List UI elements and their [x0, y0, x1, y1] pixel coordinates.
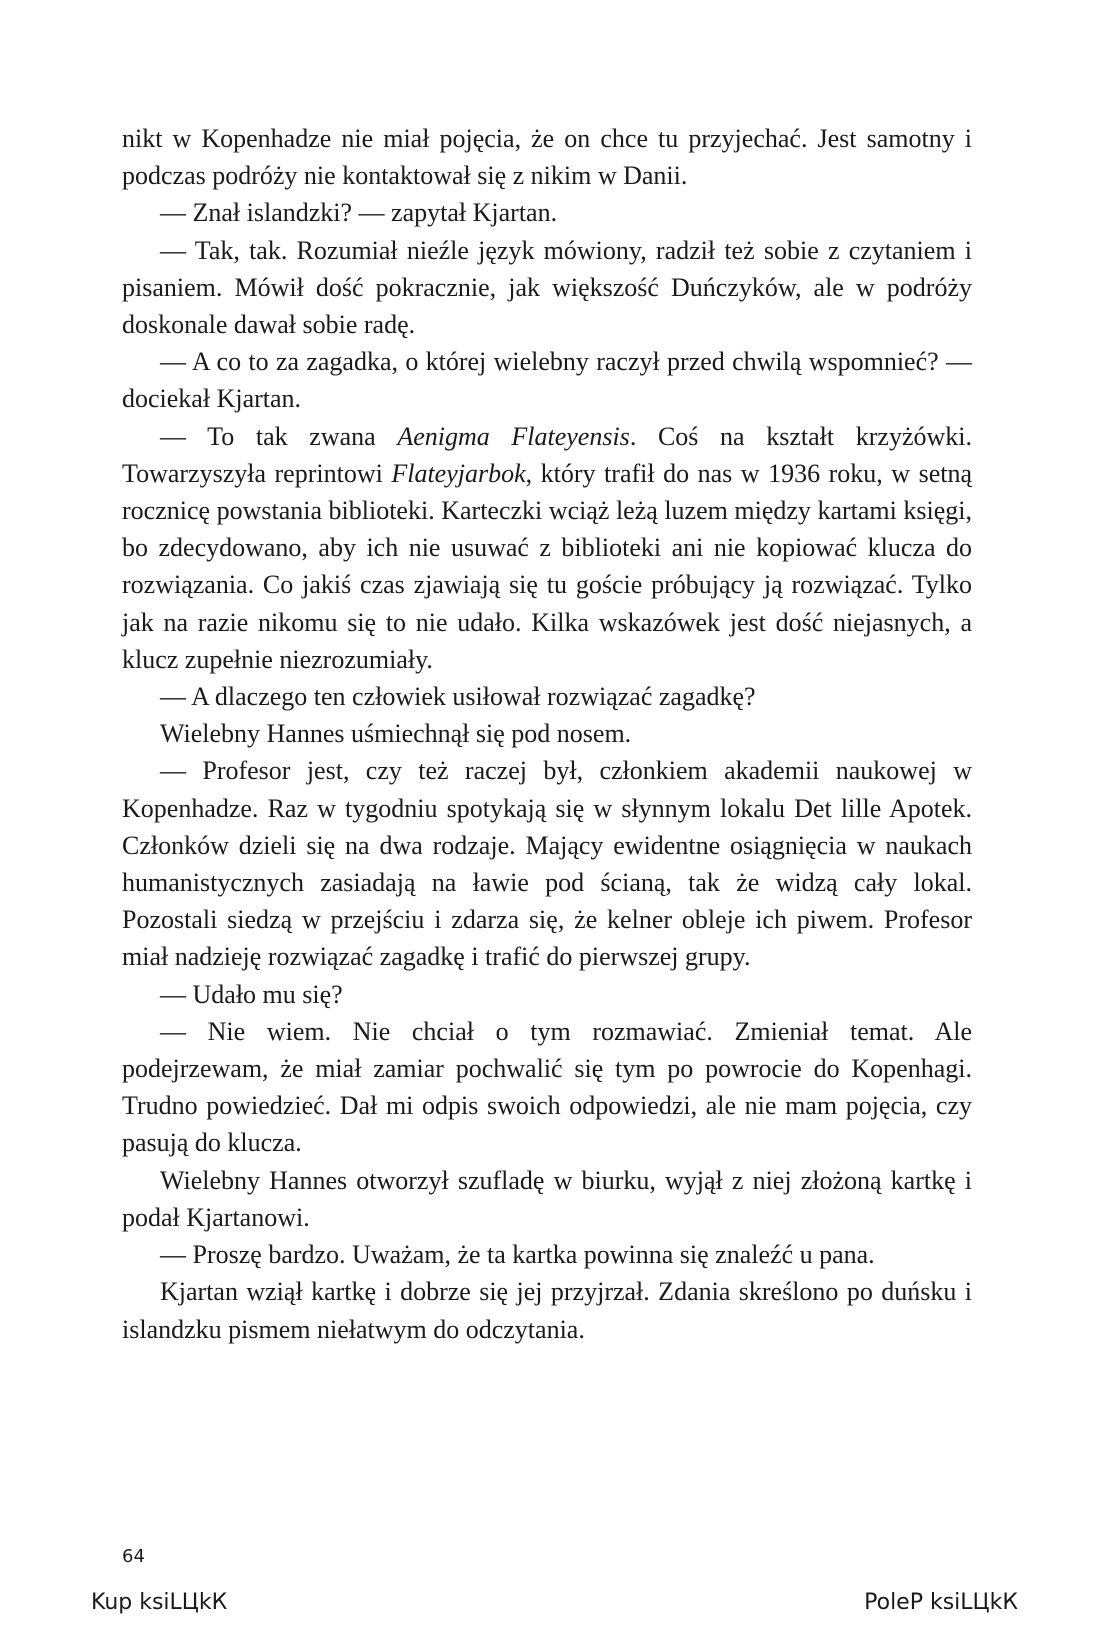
paragraph: Kjartan wziął kartkę i dobrze się jej przyjrzał. Zdania skreślono po duńsku i islandzku pismem niełatwym do odczytania. [122, 1277, 972, 1344]
paragraph: — Profesor jest, czy też raczej był, członkiem akademii naukowej w Kopenhadze. Raz w tygodniu spotykają się w słynnym lokalu Det lille Apotek. Członków dzieli się na dwa rodzaje. Mający ewidentne osiągnięcia w naukach humanistycznych zasiadają na ławie pod ścianą, tak że widzą cały lokal. Pozostali siedzą w przejściu i zdarza się, że kelner obleje ich piwem. Profesor miał nadzieję rozwiązać zagadkę i trafić do pierwszej grupy. [122, 756, 972, 972]
text-run: — To tak zwana [160, 421, 398, 451]
paragraph-with-italics [122, 418, 972, 678]
paragraph: — A co to za zagadka, o której wielebny raczył przed chwilą wspomnieć? — dociekał Kjartan. [122, 347, 972, 414]
text-run: . Coś na kształt krzyżówki. Towarzyszyła reprintowi [122, 421, 972, 488]
paragraph: Wielebny Hannes otworzył szufladę w biurku, wyjął z niej złożoną kartkę i podał Kjartanowi. [122, 1165, 972, 1232]
paragraph: — Nie wiem. Nie chciał o tym rozmawiać. Zmieniał temat. Ale podejrzewam, że miał zamiar pochwalić się tym po powrocie do Kopenhagi. Trudno powiedzieć. Dał mi odpis swoich odpowiedzi, ale nie mam pojęcia, czy pasują do klucza. [122, 1016, 972, 1158]
paragraph: Wielebny Hannes uśmiechnął się pod nosem. [160, 719, 632, 749]
paragraph: — Udało mu się? [160, 979, 343, 1009]
paragraph: — Proszę bardzo. Uważam, że ta kartka powinna się znaleźć u pana. [160, 1240, 875, 1270]
text-run: , który trafił do nas w 1936 roku, w setną rocznicę powstania biblioteki. Karteczki wciąż leżą luzem między kartami księgi, bo zdecydowano, aby ich nie usuwać z biblioteki ani nie kopiować klucza do rozwiązania. Co jakiś czas zjawiają się tu goście próbujący ją rozwiązać. Tylko jak na razie nikomu się to nie udało. Kilka wskazówek jest dość niejasnych, a klucz zupełnie niezrozumiały. [122, 458, 972, 674]
page-body [122, 120, 972, 1348]
paragraph: — Znał islandzki? — zapytał Kjartan. [160, 198, 558, 228]
italic-title: Flateyjarbok [391, 458, 526, 488]
recommend-book-link[interactable]: PoleР ksiLЦkК [864, 1590, 1018, 1615]
paragraph: nikt w Kopenhadze nie miał pojęcia, że on chce tu przyjechać. Jest samotny i podczas podróży nie kontaktował się z nikim w Danii. [122, 124, 972, 191]
page-number: 64 [122, 1546, 145, 1567]
italic-title: Aenigma Flateyensis [397, 421, 630, 451]
paragraph: — Tak, tak. Rozumiał nieźle język mówiony, radził też sobie z czytaniem i pisaniem. Mówił dość pokracznie, jak większość Duńczyków, ale w podróży doskonale dawał sobie radę. [122, 235, 972, 340]
buy-book-link[interactable]: Kup ksiLЦkК [91, 1590, 228, 1615]
paragraph: — A dlaczego ten człowiek usiłował rozwiązać zagadkę? [160, 682, 756, 712]
